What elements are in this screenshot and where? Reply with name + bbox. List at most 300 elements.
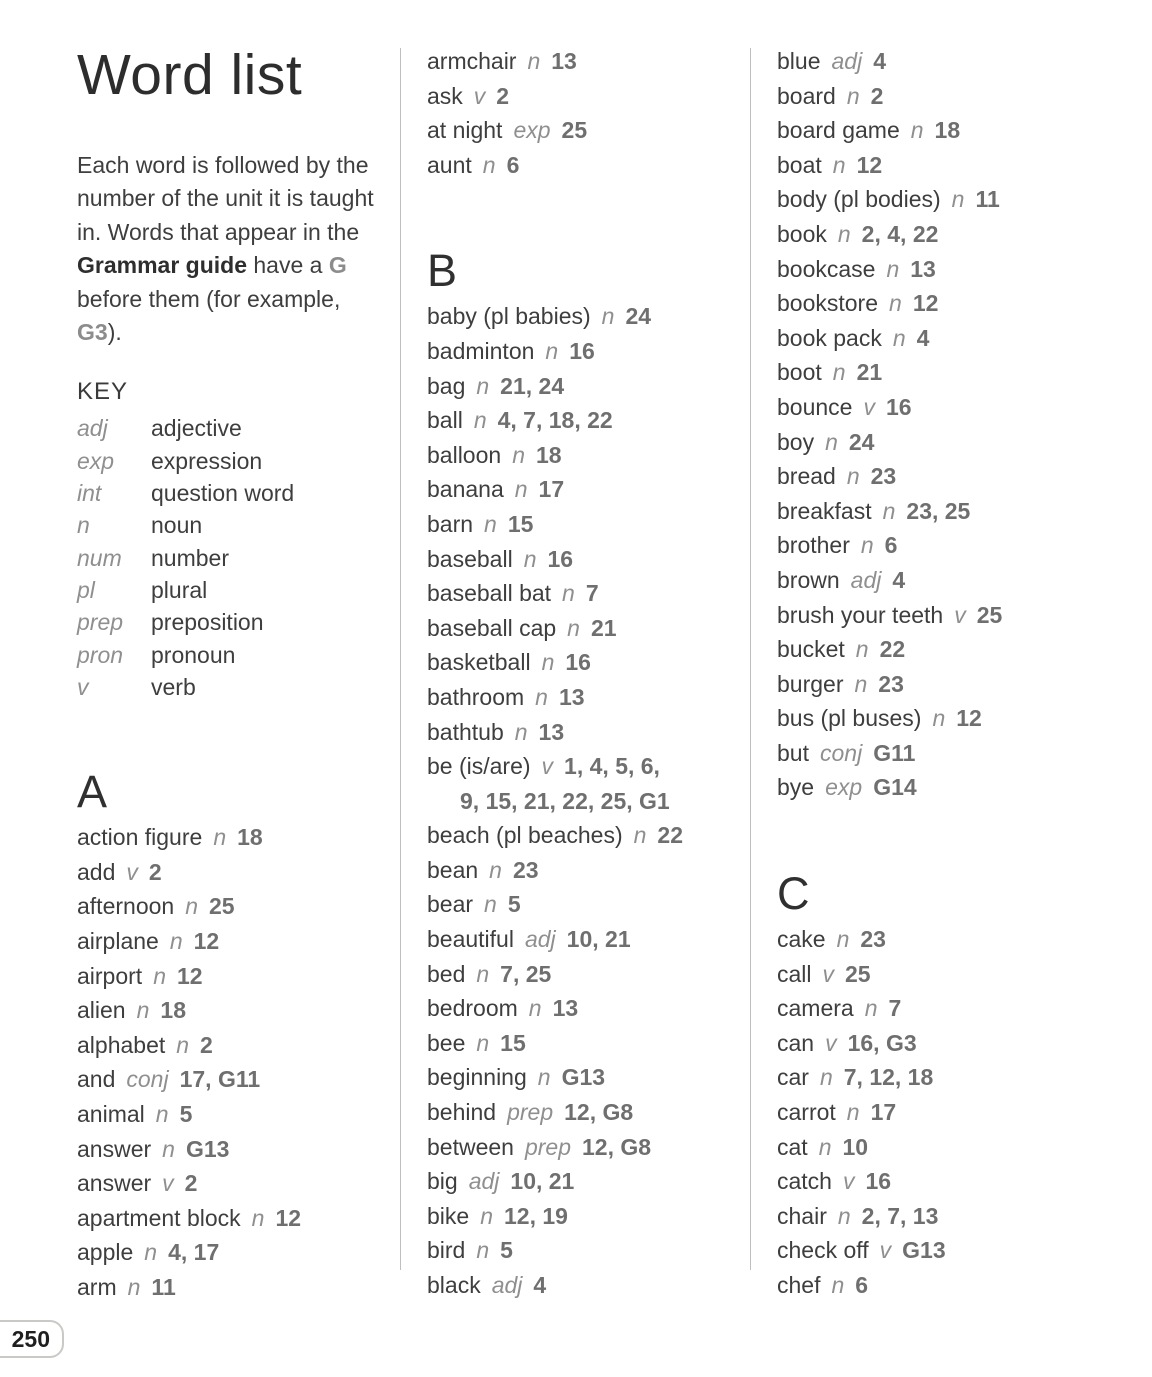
entry-pos: n	[562, 580, 575, 607]
entry-word: book pack	[777, 324, 882, 351]
word-entry	[777, 148, 1149, 183]
entry-pos: n	[127, 1273, 141, 1300]
word-entry	[77, 1166, 397, 1201]
entry-word: barn	[427, 510, 474, 537]
entry-word: board game	[777, 117, 900, 144]
entry-word: boat	[777, 151, 822, 178]
intro-segment: have a	[247, 252, 329, 279]
entry-word: be (is/are)	[427, 753, 531, 780]
entry-refs: 13	[558, 683, 585, 710]
entry-word: aunt	[427, 151, 472, 178]
key-label: preposition	[151, 609, 264, 636]
entry-refs: 13	[552, 995, 579, 1022]
entry-refs: 18	[237, 824, 263, 851]
key-abbr: adj	[77, 415, 108, 442]
word-entry	[777, 79, 1149, 114]
entry-pos: v	[541, 753, 554, 780]
entry-pos: n	[476, 1237, 490, 1264]
entry-word: bag	[427, 372, 466, 399]
word-entry	[427, 991, 747, 1026]
entry-pos: n	[951, 186, 965, 213]
word-entry	[777, 1095, 1149, 1130]
entry-word: beach (pl beaches)	[427, 822, 623, 849]
entry-word: call	[777, 960, 812, 987]
entry-word: add	[77, 858, 116, 885]
entry-word: car	[777, 1064, 809, 1091]
intro-segment: Grammar guide	[77, 252, 247, 279]
entry-refs: 21	[856, 359, 883, 386]
word-entry	[427, 715, 747, 750]
word-entry	[777, 1130, 1149, 1165]
key-label: verb	[151, 673, 196, 700]
entry-word: banana	[427, 476, 504, 503]
entry-refs: 17	[870, 1099, 897, 1126]
entry-refs: 21	[590, 614, 617, 641]
entry-pos: n	[831, 1272, 845, 1298]
entry-refs: 2	[184, 1170, 198, 1197]
entry-pos: n	[169, 927, 183, 954]
entry-pos: n	[535, 683, 548, 710]
entry-pos: n	[523, 545, 537, 572]
entry-refs-continued: 9, 15, 21, 22, 25, G1	[460, 787, 670, 814]
entry-pos: n	[476, 960, 490, 987]
entry-pos: n	[484, 510, 497, 537]
entry-pos: conj	[819, 739, 863, 766]
entry-refs: 22	[657, 822, 684, 849]
entry-refs: 23	[878, 670, 904, 697]
entry-pos: n	[819, 1064, 833, 1091]
entry-pos: n	[528, 995, 542, 1022]
entry-refs: 12	[956, 705, 982, 732]
key-label: plural	[151, 576, 208, 603]
entry-pos: n	[846, 1099, 860, 1126]
intro-text	[77, 149, 379, 350]
word-entry	[77, 924, 397, 959]
entry-refs: 12	[856, 151, 883, 178]
entry-word: brother	[777, 532, 850, 559]
entry-pos: n	[484, 891, 497, 918]
entry-pos: n	[482, 151, 496, 178]
key-row	[77, 412, 397, 444]
word-entry	[427, 957, 747, 992]
key-abbr: pron	[77, 641, 124, 668]
entry-word: arm	[77, 1273, 117, 1300]
word-entry	[777, 1026, 1149, 1061]
entry-refs: 23	[870, 463, 897, 490]
section-letter-b: B	[427, 245, 458, 297]
entry-refs: 11	[975, 186, 1000, 213]
entry-word: at night	[427, 117, 503, 144]
entry-word: blue	[777, 48, 821, 74]
entry-word: bike	[427, 1202, 470, 1229]
entry-pos: n	[846, 463, 860, 490]
entry-word: bookcase	[777, 255, 876, 282]
word-entry	[427, 611, 747, 646]
word-entry	[427, 472, 747, 507]
entry-refs: 25	[845, 960, 871, 987]
entry-pos: adj	[850, 566, 882, 593]
entry-word: cake	[777, 926, 826, 953]
entry-pos: n	[832, 151, 846, 178]
entry-refs: 2	[148, 858, 162, 885]
word-entry	[777, 991, 1149, 1026]
word-entry	[777, 736, 1149, 771]
intro-segment: G3	[77, 319, 108, 346]
word-entry	[427, 403, 747, 438]
entry-refs: 5	[179, 1100, 193, 1127]
entry-word: answer	[77, 1135, 152, 1162]
word-entry	[777, 632, 1149, 667]
entry-word: bounce	[777, 393, 853, 420]
entry-word: apartment block	[77, 1204, 241, 1231]
word-entry	[427, 299, 747, 334]
column-1	[77, 0, 397, 1304]
word-entry	[427, 542, 747, 577]
word-entry	[777, 563, 1149, 598]
entry-word: behind	[427, 1099, 497, 1126]
entry-pos: n	[185, 893, 198, 920]
entry-pos: n	[889, 290, 902, 317]
key-row	[77, 606, 397, 638]
word-entry	[427, 369, 747, 404]
word-entry	[777, 494, 1149, 529]
entry-refs: 17, G11	[179, 1066, 261, 1093]
entry-word: bucket	[777, 636, 845, 663]
entry-pos: n	[910, 117, 924, 144]
entry-refs: 12	[177, 962, 203, 989]
entry-word: big	[427, 1168, 458, 1195]
word-entry	[427, 438, 747, 473]
word-entry	[427, 680, 747, 715]
page-number-badge: 250	[0, 1320, 64, 1358]
entry-refs: 10, 21	[510, 1168, 575, 1195]
entry-refs: 4	[873, 48, 886, 74]
entry-word: basketball	[427, 649, 531, 676]
intro-segment: Each word is followed by the number of the unit it is taught in. Words that appear in the	[77, 151, 374, 245]
word-entry	[77, 993, 397, 1028]
entry-word: can	[777, 1029, 815, 1056]
entry-pos: n	[836, 926, 850, 953]
entry-word: armchair	[427, 48, 517, 74]
entry-refs: 12, G8	[582, 1133, 652, 1160]
entry-pos: n	[251, 1204, 265, 1231]
entry-word: bedroom	[427, 995, 518, 1022]
word-entry	[427, 1164, 747, 1199]
entry-pos: n	[473, 407, 487, 434]
entry-pos: n	[480, 1202, 493, 1229]
entry-refs: 12	[275, 1204, 302, 1231]
entry-pos: adj	[468, 1168, 500, 1195]
entry-refs: 5	[500, 1237, 513, 1264]
entry-refs: 25	[976, 601, 1003, 628]
entry-word: chair	[777, 1202, 827, 1229]
entry-refs: 7	[585, 580, 599, 607]
column-1-sections	[77, 766, 397, 1304]
word-entry	[77, 855, 397, 890]
section-letter-a: A	[77, 766, 108, 818]
entry-pos: n	[864, 995, 878, 1022]
entry-word: camera	[777, 995, 854, 1022]
entry-refs: G13	[561, 1064, 606, 1091]
key-abbr: int	[77, 480, 102, 507]
word-entry	[777, 667, 1149, 702]
entry-pos: v	[825, 1029, 837, 1056]
entry-refs: 25	[561, 117, 588, 144]
entry-word: alphabet	[77, 1031, 166, 1058]
entry-refs: 6	[855, 1272, 869, 1298]
entry-refs: 16	[547, 545, 574, 572]
entry-refs: G13	[185, 1135, 230, 1162]
entry-pos: n	[541, 649, 555, 676]
entry-pos: adj	[524, 926, 556, 953]
entry-refs: 7, 25	[500, 960, 552, 987]
entry-pos: n	[489, 856, 502, 883]
entry-word: alien	[77, 997, 126, 1024]
word-entry	[427, 1060, 747, 1095]
entry-word: brush your teeth	[777, 601, 944, 628]
entry-refs: 25	[209, 893, 235, 920]
entry-refs: 12, G8	[564, 1099, 634, 1126]
entry-pos: adj	[831, 48, 863, 74]
entry-refs: 4	[533, 1272, 547, 1298]
entry-word: bookstore	[777, 290, 879, 317]
word-entry	[427, 749, 747, 818]
column-2-sections	[427, 44, 747, 1303]
entry-refs: 4	[892, 566, 906, 593]
entry-word: beginning	[427, 1064, 527, 1091]
word-entry	[77, 1132, 397, 1167]
entry-pos: n	[846, 82, 860, 109]
entry-pos: n	[537, 1064, 551, 1091]
entry-word: bee	[427, 1029, 466, 1056]
entry-word: bird	[427, 1237, 466, 1264]
entry-word: ask	[427, 82, 463, 109]
word-entry	[777, 770, 1149, 805]
entry-refs: 16	[565, 649, 591, 676]
entry-word: ball	[427, 407, 463, 434]
entry-refs: 4, 7, 18, 22	[497, 407, 613, 434]
entry-word: bread	[777, 463, 836, 490]
entry-refs: 7	[888, 995, 902, 1022]
entry-pos: n	[176, 1031, 190, 1058]
word-entry	[427, 44, 747, 79]
entry-refs: 6	[884, 532, 898, 559]
entry-word: beautiful	[427, 926, 514, 953]
word-entry	[427, 334, 747, 369]
entry-word: brown	[777, 566, 840, 593]
entry-word: body (pl bodies)	[777, 186, 941, 213]
entry-refs: 7, 12, 18	[843, 1064, 934, 1091]
word-entry	[777, 598, 1149, 633]
entry-word: baby (pl babies)	[427, 303, 591, 330]
entry-pos: n	[153, 962, 166, 989]
word-entry	[427, 1095, 747, 1130]
word-entry	[777, 701, 1149, 736]
word-entry	[427, 1268, 747, 1303]
key-label: pronoun	[151, 641, 236, 668]
word-entry	[427, 113, 747, 148]
entry-refs: 10, 21	[566, 926, 631, 953]
word-entry	[77, 889, 397, 924]
entry-pos: n	[837, 1202, 851, 1229]
entry-pos: prep	[507, 1099, 554, 1126]
entry-refs: 4, 17	[168, 1239, 220, 1266]
entry-refs: G13	[902, 1237, 946, 1264]
entry-word: boot	[777, 359, 822, 386]
key-label: adjective	[151, 415, 242, 442]
entry-refs: 12	[193, 927, 220, 954]
entry-pos: conj	[126, 1066, 169, 1093]
entry-refs: 16	[865, 1168, 892, 1195]
entry-refs: 22	[879, 636, 906, 663]
word-entry	[777, 217, 1149, 252]
entry-refs: 23, 25	[906, 497, 971, 524]
entry-word: action figure	[77, 824, 203, 851]
key-heading: KEY	[77, 377, 129, 405]
entry-refs: 18	[160, 997, 186, 1024]
key-label: expression	[151, 447, 263, 474]
entry-word: but	[777, 739, 809, 766]
entry-pos: n	[545, 337, 559, 364]
word-entry	[427, 887, 747, 922]
word-entry	[427, 507, 747, 542]
word-entry	[77, 1201, 397, 1236]
entry-word: chef	[777, 1272, 821, 1298]
word-entry	[777, 321, 1149, 356]
entry-pos: n	[633, 822, 647, 849]
word-entry	[777, 957, 1149, 992]
entry-refs: 12	[912, 290, 939, 317]
word-entry	[777, 1164, 1149, 1199]
entry-word: answer	[77, 1170, 152, 1197]
entry-refs: 16	[569, 337, 595, 364]
key-label: noun	[151, 512, 203, 539]
key-abbr: pl	[77, 576, 95, 603]
word-entry	[777, 528, 1149, 563]
word-entry	[77, 1235, 397, 1270]
key-abbr: exp	[77, 447, 115, 474]
entry-word: bathroom	[427, 683, 525, 710]
entry-word: bye	[777, 774, 815, 801]
entry-refs: 16, G3	[847, 1029, 917, 1056]
entry-pos: n	[837, 220, 851, 247]
entry-pos: n	[514, 476, 528, 503]
key-row	[77, 509, 397, 541]
word-entry	[777, 286, 1149, 321]
key-abbr: v	[77, 673, 89, 700]
word-entry	[777, 1060, 1149, 1095]
entry-word: bus (pl buses)	[777, 705, 922, 732]
entry-word: cat	[777, 1133, 808, 1160]
word-entry	[427, 576, 747, 611]
entry-refs: 17	[538, 476, 565, 503]
entry-refs: 13	[538, 718, 565, 745]
entry-pos: n	[476, 1029, 490, 1056]
entry-word: baseball bat	[427, 580, 552, 607]
entry-refs: 13	[551, 48, 577, 74]
entry-word: apple	[77, 1239, 134, 1266]
entry-pos: n	[155, 1100, 169, 1127]
entry-pos: n	[854, 670, 868, 697]
word-entry	[427, 1233, 747, 1268]
word-entry	[427, 922, 747, 957]
entry-refs: 2	[200, 1031, 213, 1058]
entry-word: boy	[777, 428, 815, 455]
entry-word: bed	[427, 960, 466, 987]
entry-refs: 15	[500, 1029, 526, 1056]
entry-refs: 23	[860, 926, 886, 953]
entry-refs: 15	[507, 510, 534, 537]
key-label: number	[151, 544, 229, 571]
key-abbr: num	[77, 544, 122, 571]
word-entry	[427, 1199, 747, 1234]
entry-refs: 1, 4, 5, 6,	[564, 753, 660, 780]
entry-refs: 2, 4, 22	[861, 220, 939, 247]
word-entry	[777, 390, 1149, 425]
entry-word: and	[77, 1066, 116, 1093]
entry-pos: exp	[513, 117, 551, 144]
word-entry	[427, 818, 747, 853]
entry-pos: n	[932, 705, 946, 732]
section-letter-c: C	[777, 868, 810, 920]
entry-pos: n	[832, 359, 846, 386]
entry-word: bean	[427, 856, 479, 883]
entry-pos: v	[879, 1237, 892, 1264]
word-entry	[777, 252, 1149, 287]
intro-segment: G	[328, 252, 347, 279]
key-abbr: prep	[77, 609, 124, 636]
entry-pos: n	[886, 255, 900, 282]
entry-word: animal	[77, 1100, 145, 1127]
entry-refs: 18	[934, 117, 961, 144]
entry-word: baseball	[427, 545, 513, 572]
entry-refs: 10	[842, 1133, 869, 1160]
entry-refs: 5	[507, 891, 521, 918]
page-title: Word list	[77, 43, 303, 107]
entry-word: board	[777, 82, 836, 109]
entry-pos: prep	[524, 1133, 572, 1160]
entry-refs: 12, 19	[504, 1202, 568, 1229]
word-entry	[77, 959, 397, 994]
entry-word: breakfast	[777, 497, 872, 524]
entry-word: book	[777, 220, 827, 247]
key-row	[77, 639, 397, 671]
word-entry	[777, 355, 1149, 390]
entry-pos: n	[601, 303, 615, 330]
column-3-sections	[777, 44, 1149, 1303]
entry-refs: 24	[848, 428, 875, 455]
word-entry	[777, 459, 1149, 494]
entry-pos: n	[476, 372, 490, 399]
entry-refs: 6	[506, 151, 520, 178]
column-divider	[400, 48, 401, 1270]
word-entry	[777, 113, 1149, 148]
word-entry	[777, 44, 1149, 79]
word-entry	[427, 79, 747, 114]
word-entry	[427, 1130, 747, 1165]
word-entry	[777, 425, 1149, 460]
entry-refs: 16	[885, 393, 912, 420]
word-entry	[77, 820, 397, 855]
entry-pos: exp	[825, 774, 863, 801]
entry-refs: 11	[151, 1273, 176, 1300]
entry-pos: n	[512, 441, 525, 468]
entry-refs: 23	[512, 856, 539, 883]
key-row	[77, 445, 397, 477]
entry-word: bear	[427, 891, 474, 918]
entry-refs: 2	[870, 82, 884, 109]
entry-pos: n	[855, 636, 869, 663]
